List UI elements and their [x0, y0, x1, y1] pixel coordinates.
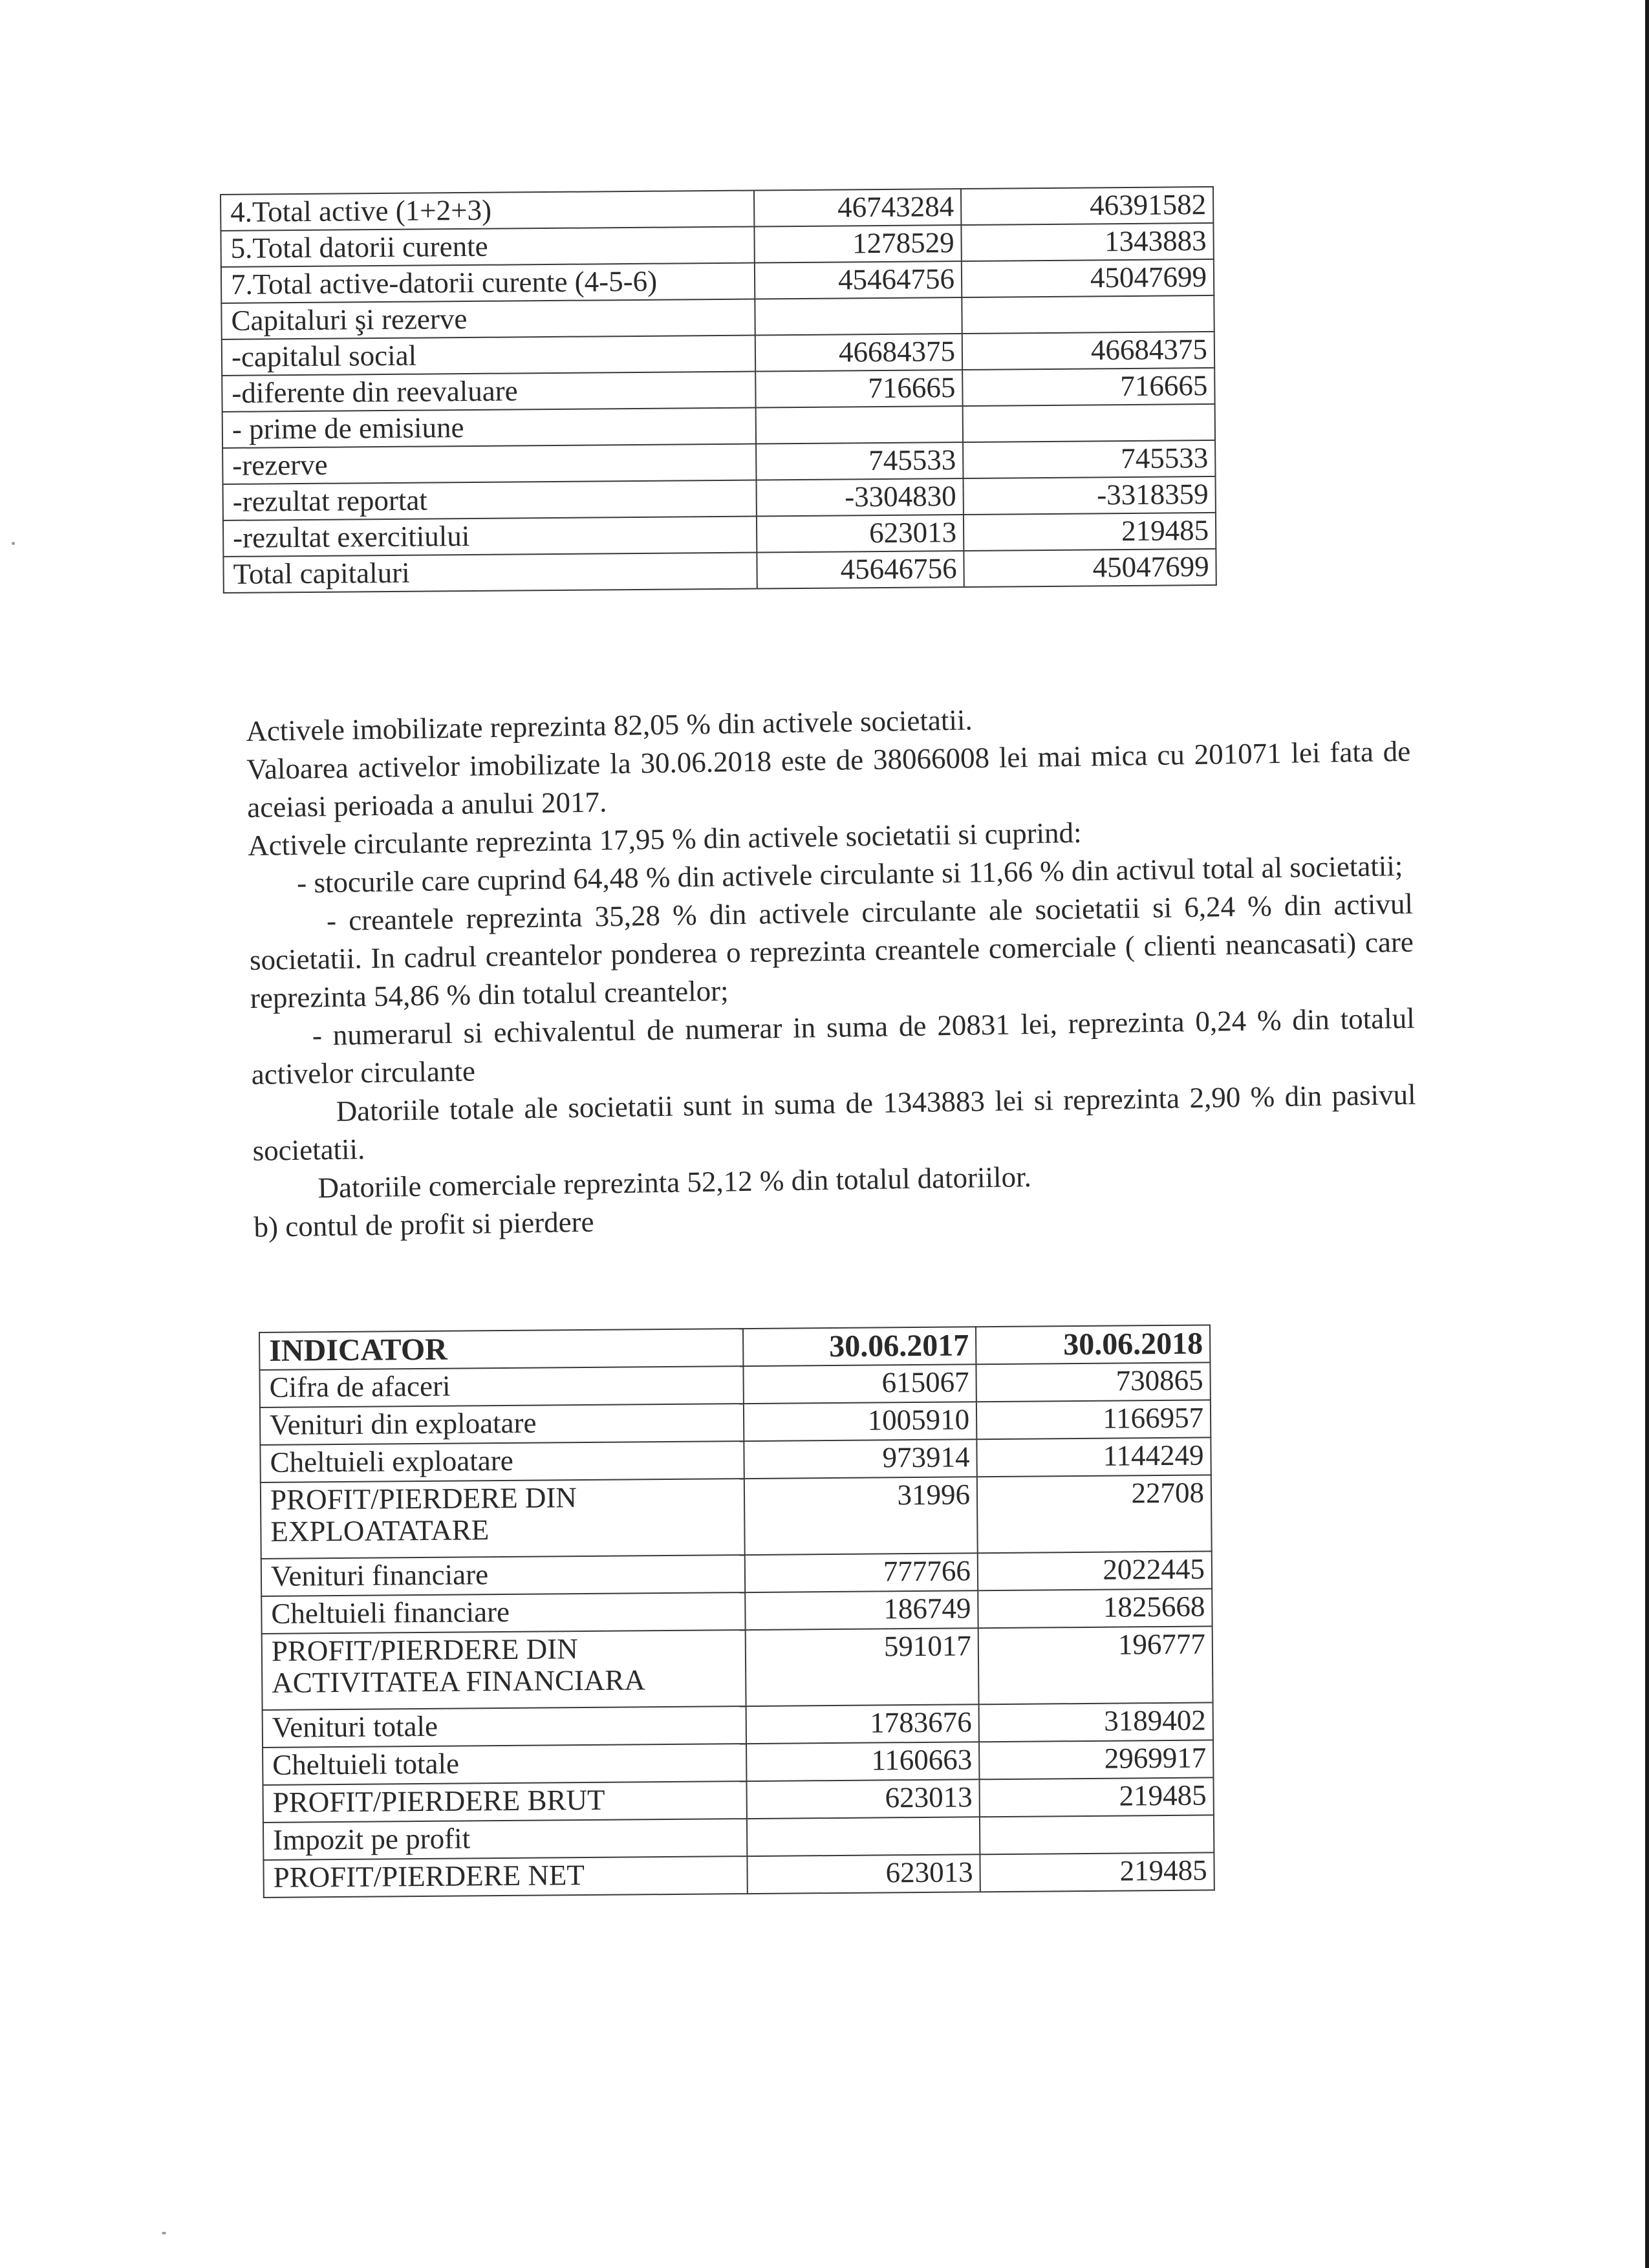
row-label: Cheltuieli financiare [261, 1592, 745, 1634]
row-label: -rezultat exercitiului [223, 516, 757, 556]
value-2018: 196777 [978, 1626, 1213, 1704]
value-2017: 777766 [745, 1553, 978, 1592]
value-2017: 186749 [745, 1590, 978, 1630]
profit-loss-table [259, 1324, 1215, 1898]
value-2018: 46391582 [961, 187, 1213, 225]
value-2018: 46684375 [962, 332, 1214, 370]
row-label: PROFIT/PIERDERE NET [263, 1856, 747, 1898]
value-2017: 716665 [755, 370, 962, 408]
row-label: -diferente din reevaluare [222, 372, 755, 412]
value-2018: 716665 [962, 368, 1214, 406]
value-2018: 1343883 [961, 223, 1213, 261]
paragraph-cash: - numerarul si echivalentul de numerar in suma de 20831 lei, reprezinta 0,24 % din totalul activelor circulante [251, 1001, 1416, 1091]
value-2017: 1783676 [746, 1704, 979, 1744]
value-2018: 219485 [980, 1852, 1214, 1892]
value-2017: 45646756 [757, 551, 964, 589]
row-label: Cifra de afaceri [259, 1366, 743, 1407]
value-2018: 2969917 [979, 1740, 1213, 1779]
header-indicator: INDICATOR [259, 1329, 743, 1370]
row-label: 7.Total active-datorii curente (4-5-6) [221, 263, 755, 303]
value-2018: 3189402 [979, 1702, 1213, 1742]
row-label: -capitalul social [222, 336, 755, 376]
analysis-text [246, 694, 1418, 1246]
row-label: -rezerve [222, 444, 756, 484]
paragraph-stocks: - stocurile care cuprind 64,48 % din activele circulante si 11,66 % din activul total al societatii; [296, 849, 1403, 899]
value-2017: 623013 [757, 515, 964, 553]
row-label: PROFIT/PIERDERE DIN ACTIVITATEA FINANCIARA [262, 1630, 746, 1710]
section-heading-profit-loss: b) contul de profit si pierdere [253, 1205, 594, 1243]
value-2017: 45464756 [755, 261, 962, 299]
row-label: Cheltuieli exploatare [260, 1441, 744, 1482]
paragraph-fixed-assets: Activele imobilizate reprezinta 82,05 % din activele societatii. [246, 703, 973, 747]
paragraph-total-debts: Datoriile totale ale societatii sunt in suma de 1343883 lei si reprezinta 2,90 % din pasivul societatii. [252, 1078, 1416, 1167]
value-2017: 623013 [747, 1854, 980, 1894]
value-2018: 22708 [977, 1475, 1212, 1553]
value-2017: 973914 [744, 1439, 976, 1479]
profit-loss-body [259, 1325, 1214, 1898]
row-label: Venituri totale [263, 1706, 746, 1748]
balance-sheet-table [220, 186, 1217, 594]
value-2017: 745533 [756, 442, 963, 480]
value-2017 [747, 1817, 980, 1856]
value-2018: 2022445 [978, 1551, 1212, 1590]
row-label: -rezultat reportat [223, 480, 757, 520]
paragraph-receivables: - creantele reprezinta 35,28 % din activele circulante ale societatii si 6,24 % din activul societatii. In cadrul creantelor ponderea o reprezinta creantele comerciale ( clienti neancasati) care reprezinta 54,86 % din totalul creantelor; [249, 887, 1414, 1014]
row-label: Impozit pe profit [263, 1819, 747, 1860]
value-2018: -3318359 [963, 476, 1215, 515]
row-label: Venituri din exploatare [260, 1404, 744, 1445]
value-2017: 1278529 [754, 225, 961, 263]
value-2018 [962, 295, 1214, 334]
value-2018: 219485 [979, 1777, 1213, 1817]
value-2017 [755, 297, 962, 336]
table-row [261, 1475, 1212, 1559]
value-2017: 1005910 [744, 1402, 976, 1441]
value-2017: 591017 [746, 1628, 979, 1706]
value-2017: 46684375 [755, 334, 962, 372]
row-label: Total capitaluri [223, 552, 757, 592]
table-row [223, 549, 1216, 593]
paragraph-current-assets: Activele circulante reprezinta 17,95 % din activele societatii si cuprind: [247, 816, 1082, 862]
value-2017: 46743284 [754, 189, 961, 227]
header-2018: 30.06.2018 [976, 1325, 1210, 1364]
value-2018: 730865 [976, 1362, 1210, 1402]
value-2017: -3304830 [757, 478, 964, 517]
value-2017: 623013 [746, 1779, 979, 1819]
balance-sheet-body [221, 187, 1216, 593]
value-2018: 1825668 [978, 1589, 1212, 1628]
row-label: 4.Total active (1+2+3) [221, 191, 754, 231]
row-label: Capitaluri şi rezerve [221, 299, 755, 339]
scan-speck [162, 2232, 166, 2234]
header-2017: 30.06.2017 [743, 1327, 976, 1366]
value-2018: 45047699 [962, 259, 1214, 297]
value-2018: 45047699 [964, 549, 1216, 587]
table-row [262, 1626, 1213, 1710]
value-2018 [963, 404, 1215, 442]
row-label: - prime de emisiune [222, 408, 756, 448]
scan-edge-shadow [1645, 0, 1649, 2268]
value-2018: 745533 [963, 440, 1215, 478]
row-label: PROFIT/PIERDERE BRUT [263, 1781, 747, 1823]
value-2017: 615067 [743, 1364, 976, 1404]
scan-speck [12, 542, 15, 545]
paragraph-commercial-debts: Datoriile comerciale reprezinta 52,12 % din totalul datoriilor. [318, 1161, 1032, 1204]
table-row [263, 1852, 1214, 1898]
value-2017: 1160663 [746, 1742, 979, 1781]
paragraph-fixed-assets-value: Valoarea activelor imobilizate la 30.06.2018 este de 38066008 lei mai mica cu 201071 lei fata de aceiasi perioada a anului 2017. [246, 734, 1411, 824]
value-2017 [756, 406, 963, 444]
value-2018: 1166957 [976, 1400, 1211, 1439]
value-2018: 219485 [964, 513, 1216, 551]
value-2018 [980, 1815, 1214, 1854]
row-label: 5.Total datorii curente [221, 227, 754, 267]
value-2018: 1144249 [976, 1437, 1211, 1477]
row-label: PROFIT/PIERDERE DIN EXPLOATATARE [261, 1479, 745, 1559]
row-label: Venituri financiare [261, 1555, 745, 1596]
value-2017: 31996 [744, 1477, 978, 1555]
row-label: Cheltuieli totale [263, 1744, 746, 1785]
